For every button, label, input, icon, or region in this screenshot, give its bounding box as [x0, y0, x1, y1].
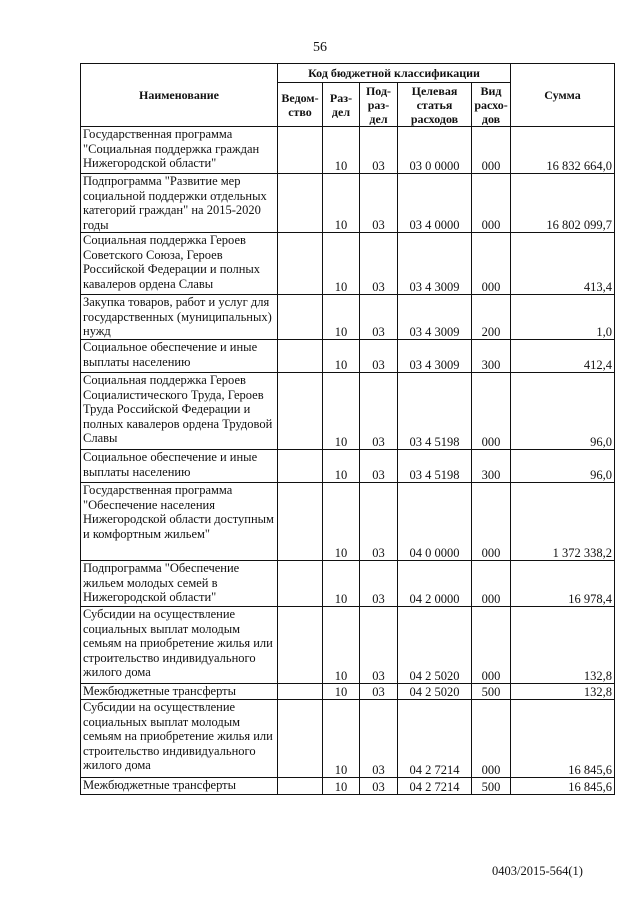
cell-podrazdel: 03 [360, 174, 398, 233]
table-row [81, 700, 615, 778]
cell-sum: 16 845,6 [511, 778, 615, 795]
cell-podrazdel: 03 [360, 483, 398, 561]
cell-sum: 413,4 [511, 233, 615, 295]
cell-sum: 16 832 664,0 [511, 127, 615, 174]
cell-target-article: 04 0 0000 [398, 483, 472, 561]
table-row [81, 607, 615, 684]
cell-expense-type: 300 [472, 450, 511, 483]
cell-sum: 16 845,6 [511, 700, 615, 778]
cell-podrazdel: 03 [360, 233, 398, 295]
cell-target-article: 03 0 0000 [398, 127, 472, 174]
cell-razdel: 10 [323, 233, 360, 295]
cell-expense-type: 300 [472, 340, 511, 373]
cell-razdel: 10 [323, 561, 360, 607]
cell-name: Социальное обеспечение и иные выплаты населению [81, 340, 278, 373]
cell-razdel: 10 [323, 450, 360, 483]
header-target-article: Целевая статья расходов [398, 83, 472, 127]
document-code: 0403/2015-564(1) [492, 864, 583, 878]
cell-name: Межбюджетные трансферты [81, 684, 278, 700]
cell-target-article: 03 4 0000 [398, 174, 472, 233]
cell-vedomstvo [278, 561, 323, 607]
cell-name: Подпрограмма "Обеспечение жильем молодых семей в Нижегородской области" [81, 561, 278, 607]
cell-sum: 16 802 099,7 [511, 174, 615, 233]
cell-expense-type: 200 [472, 295, 511, 340]
cell-podrazdel: 03 [360, 561, 398, 607]
table-row [81, 340, 615, 373]
cell-name: Государственная программа "Социальная поддержка граждан Нижегородской области" [81, 127, 278, 174]
table-row [81, 561, 615, 607]
cell-podrazdel: 03 [360, 373, 398, 450]
cell-razdel: 10 [323, 607, 360, 684]
cell-target-article: 03 4 3009 [398, 340, 472, 373]
cell-podrazdel: 03 [360, 127, 398, 174]
cell-target-article: 03 4 3009 [398, 233, 472, 295]
cell-razdel: 10 [323, 483, 360, 561]
cell-sum: 132,8 [511, 607, 615, 684]
table-row [81, 174, 615, 233]
cell-name: Межбюджетные трансферты [81, 778, 278, 795]
cell-vedomstvo [278, 373, 323, 450]
cell-sum: 96,0 [511, 373, 615, 450]
cell-podrazdel: 03 [360, 684, 398, 700]
cell-vedomstvo [278, 684, 323, 700]
cell-razdel: 10 [323, 373, 360, 450]
cell-vedomstvo [278, 340, 323, 373]
table-row [81, 233, 615, 295]
header-podrazdel: Под-раз-дел [360, 83, 398, 127]
cell-vedomstvo [278, 700, 323, 778]
cell-name: Субсидии на осуществление социальных выплат молодым семьям на приобретение жилья или строительство индивидуального жилого дома [81, 700, 278, 778]
cell-vedomstvo [278, 295, 323, 340]
table-body [81, 127, 615, 795]
page-number: 56 [313, 40, 327, 55]
header-expense-type: Вид расхо-дов [472, 83, 511, 127]
header-razdel: Раз-дел [323, 83, 360, 127]
cell-expense-type: 000 [472, 233, 511, 295]
cell-expense-type: 000 [472, 561, 511, 607]
cell-sum: 16 978,4 [511, 561, 615, 607]
cell-podrazdel: 03 [360, 778, 398, 795]
table-row [81, 483, 615, 561]
cell-expense-type: 000 [472, 127, 511, 174]
table-row [81, 127, 615, 174]
table-row [81, 373, 615, 450]
cell-podrazdel: 03 [360, 340, 398, 373]
table-header [81, 64, 615, 127]
cell-target-article: 04 2 5020 [398, 684, 472, 700]
cell-vedomstvo [278, 607, 323, 684]
cell-podrazdel: 03 [360, 607, 398, 684]
cell-sum: 1,0 [511, 295, 615, 340]
cell-expense-type: 000 [472, 607, 511, 684]
cell-target-article: 03 4 3009 [398, 295, 472, 340]
cell-sum: 132,8 [511, 684, 615, 700]
cell-expense-type: 000 [472, 174, 511, 233]
cell-podrazdel: 03 [360, 295, 398, 340]
budget-table [80, 63, 615, 795]
cell-razdel: 10 [323, 700, 360, 778]
cell-razdel: 10 [323, 340, 360, 373]
cell-expense-type: 000 [472, 700, 511, 778]
cell-expense-type: 000 [472, 483, 511, 561]
cell-name: Социальная поддержка Героев Социалистического Труда, Героев Труда Российской Федерации и полных кавалеров ордена Трудовой Славы [81, 373, 278, 450]
cell-target-article: 03 4 5198 [398, 373, 472, 450]
cell-vedomstvo [278, 778, 323, 795]
table-row [81, 684, 615, 700]
cell-expense-type: 000 [472, 373, 511, 450]
table-row [81, 450, 615, 483]
cell-name: Государственная программа "Обеспечение населения Нижегородской области доступным и комфортным жильем" [81, 483, 278, 561]
cell-vedomstvo [278, 127, 323, 174]
cell-target-article: 03 4 5198 [398, 450, 472, 483]
cell-sum: 412,4 [511, 340, 615, 373]
cell-sum: 96,0 [511, 450, 615, 483]
cell-razdel: 10 [323, 174, 360, 233]
cell-target-article: 04 2 7214 [398, 700, 472, 778]
cell-expense-type: 500 [472, 778, 511, 795]
cell-vedomstvo [278, 483, 323, 561]
cell-target-article: 04 2 5020 [398, 607, 472, 684]
cell-name: Субсидии на осуществление социальных выплат молодым семьям на приобретение жилья или строительство индивидуального жилого дома [81, 607, 278, 684]
cell-razdel: 10 [323, 778, 360, 795]
cell-name: Подпрограмма "Развитие мер социальной поддержки отдельных категорий граждан" на 2015-2020 годы [81, 174, 278, 233]
cell-podrazdel: 03 [360, 450, 398, 483]
cell-razdel: 10 [323, 295, 360, 340]
cell-podrazdel: 03 [360, 700, 398, 778]
table-row [81, 295, 615, 340]
cell-name: Закупка товаров, работ и услуг для государственных (муниципальных) нужд [81, 295, 278, 340]
cell-sum: 1 372 338,2 [511, 483, 615, 561]
header-sum: Сумма [511, 64, 615, 127]
cell-vedomstvo [278, 174, 323, 233]
cell-vedomstvo [278, 233, 323, 295]
cell-name: Социальное обеспечение и иные выплаты населению [81, 450, 278, 483]
cell-expense-type: 500 [472, 684, 511, 700]
header-budget-code: Код бюджетной классификации [278, 64, 511, 83]
header-name: Наименование [81, 64, 278, 127]
cell-name: Социальная поддержка Героев Советского Союза, Героев Российской Федерации и полных кавалеров ордена Славы [81, 233, 278, 295]
header-vedomstvo: Ведом-ство [278, 83, 323, 127]
cell-razdel: 10 [323, 127, 360, 174]
cell-razdel: 10 [323, 684, 360, 700]
table-row [81, 778, 615, 795]
cell-vedomstvo [278, 450, 323, 483]
cell-target-article: 04 2 0000 [398, 561, 472, 607]
cell-target-article: 04 2 7214 [398, 778, 472, 795]
